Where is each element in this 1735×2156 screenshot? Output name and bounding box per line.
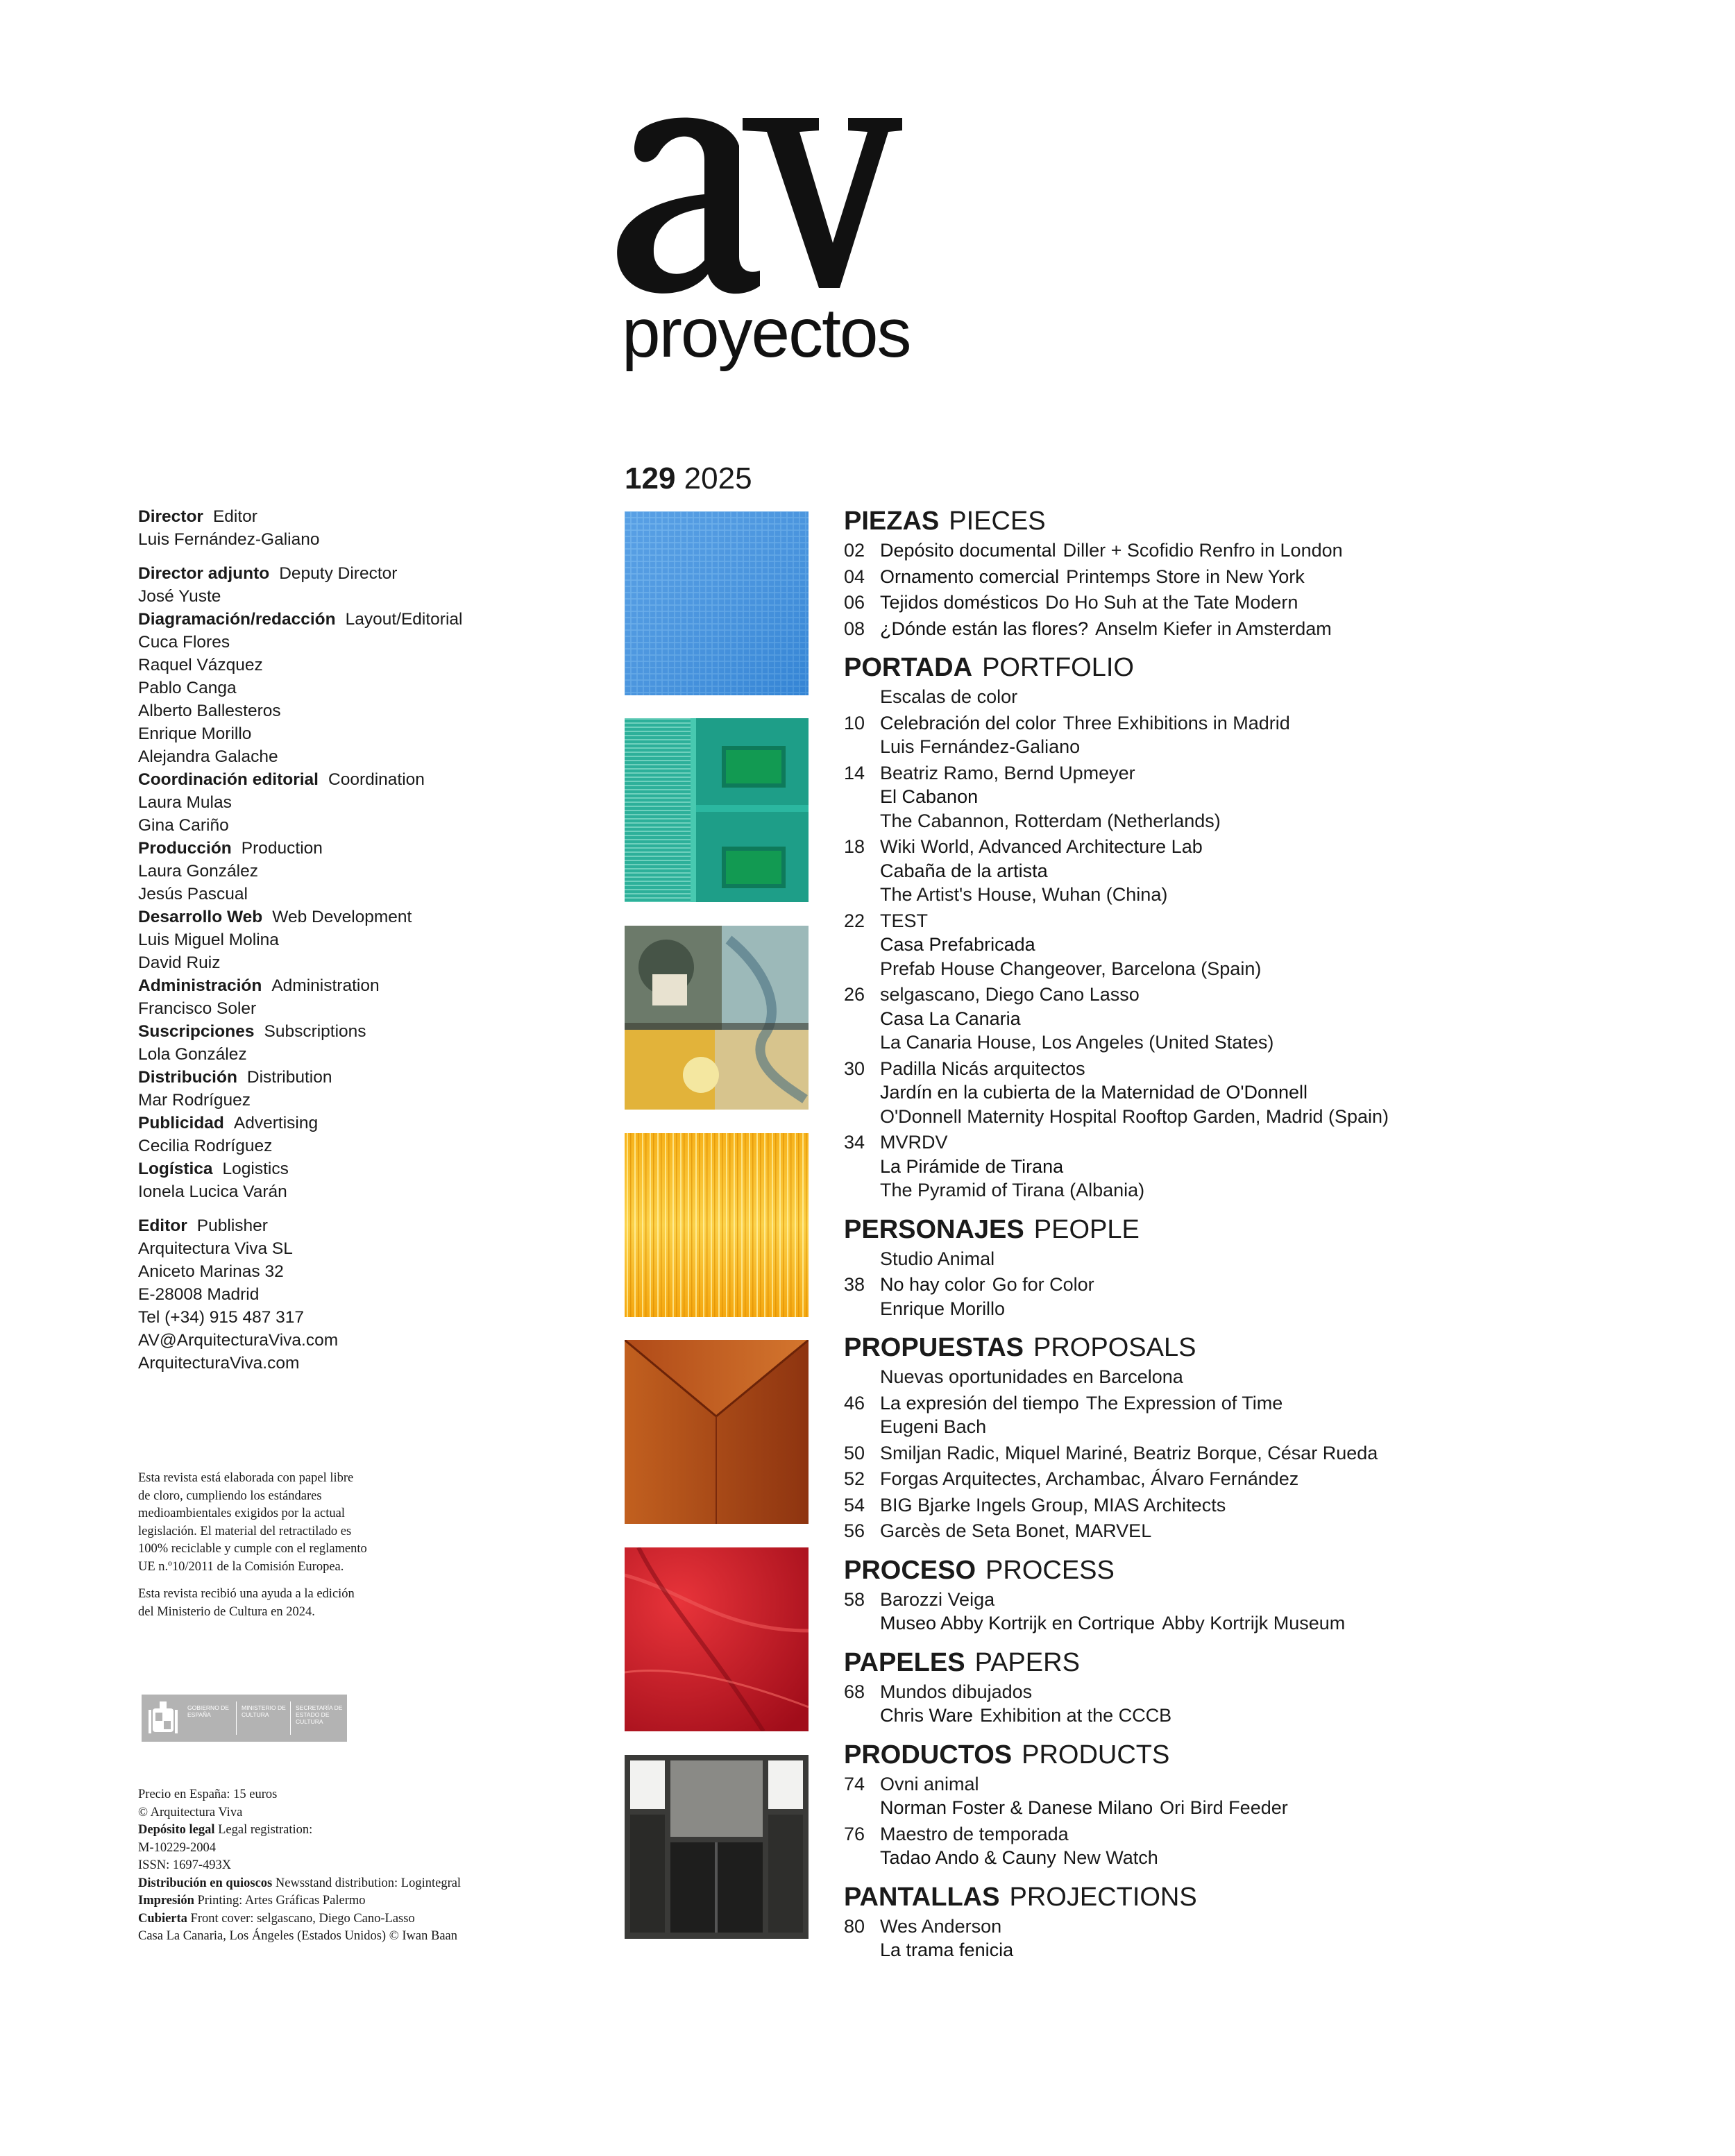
entry-line <box>880 1130 1711 1155</box>
credit-person: AV@ArquitecturaViva.com <box>138 1331 339 1350</box>
entry-line <box>880 1796 1711 1820</box>
entry-subtitle: The Cabannon, Rotterdam (Netherlands) <box>880 810 1221 831</box>
entry-title: Tadao Ando & Cauny <box>880 1847 1056 1868</box>
section-title-es: PERSONAJES <box>844 1214 1024 1244</box>
role-name: Editor <box>138 1216 187 1235</box>
toc-entry <box>844 835 1711 907</box>
credit-role <box>138 974 527 997</box>
entry-subtitle: Padilla Nicás arquitectos <box>880 1058 1085 1079</box>
entry-subtitle: O'Donnell Maternity Hospital Rooftop Garden, Madrid (Spain) <box>880 1105 1389 1127</box>
toc-entry <box>844 1247 1711 1271</box>
credit-role <box>138 1214 527 1237</box>
toc-entry <box>844 1467 1711 1491</box>
colophon-line <box>138 1928 582 1946</box>
role-name: Suscripciones <box>138 1022 255 1041</box>
page-number: 46 <box>844 1392 865 1414</box>
green-facade-photo <box>625 718 809 902</box>
entry-line <box>880 859 1711 883</box>
toc-entry <box>844 1772 1711 1820</box>
entry-line <box>880 1519 1711 1543</box>
toc-entry <box>844 1130 1711 1203</box>
section-title-en: PEOPLE <box>1033 1214 1140 1244</box>
entry-title: Norman Foster & Danese Milano <box>880 1797 1153 1818</box>
credit-person: E-28008 Madrid <box>138 1285 260 1304</box>
page-number: 38 <box>844 1274 865 1295</box>
entry-line <box>880 1297 1711 1321</box>
toc-section-heading <box>844 1212 1711 1247</box>
credit-group <box>138 505 527 551</box>
page-number: 52 <box>844 1468 865 1489</box>
credit-person: Gina Cariño <box>138 816 229 835</box>
credit-person: Luis Fernández-Galiano <box>138 530 320 549</box>
credit-group <box>138 1066 527 1112</box>
section-title-es: PROCESO <box>844 1555 976 1585</box>
toc-entry <box>844 983 1711 1055</box>
entry-line <box>880 538 1711 563</box>
credit-role <box>138 505 527 528</box>
toc-entry <box>844 1057 1711 1129</box>
credit-person: ArquitecturaViva.com <box>138 1354 300 1373</box>
toc-section-heading <box>844 504 1711 538</box>
entry-line <box>880 1155 1711 1179</box>
entry-line <box>880 1441 1711 1466</box>
toc-entry <box>844 1588 1711 1636</box>
toc-entry <box>844 1365 1711 1389</box>
page-number: 74 <box>844 1773 865 1794</box>
credit-person: Enrique Morillo <box>138 724 252 743</box>
role-english: Publisher <box>196 1216 268 1235</box>
section-title-en: PROPOSALS <box>1033 1333 1196 1362</box>
credit-person: Cuca Flores <box>138 633 230 652</box>
entry-subtitle: Anselm Kiefer in Amsterdam <box>1095 618 1332 639</box>
role-english: Layout/Editorial <box>345 610 463 629</box>
page-number: 50 <box>844 1442 865 1463</box>
toc-entry <box>844 591 1711 615</box>
credit-role <box>138 1157 527 1180</box>
entry-subtitle: Luis Fernández-Galiano <box>880 736 1081 757</box>
entry-line <box>880 1391 1711 1416</box>
page-number: 54 <box>844 1494 865 1516</box>
blue-tiles-photo <box>625 511 809 695</box>
page-number: 04 <box>844 566 865 587</box>
entry-title: La trama fenicia <box>880 1939 1014 1960</box>
role-name: Administración <box>138 976 262 995</box>
entry-line <box>880 565 1711 589</box>
secretariat-label: SECRETARÍA DE ESTADO DE CULTURA <box>296 1704 343 1725</box>
toc-entry <box>844 617 1711 641</box>
colophon-text: Printing: Artes Gráficas Palermo <box>197 1894 366 1908</box>
entry-subtitle: selgascano, Diego Cano Lasso <box>880 984 1140 1005</box>
entry-subtitle: Mundos dibujados <box>880 1681 1033 1702</box>
page-number: 14 <box>844 762 865 783</box>
role-english: Logistics <box>222 1160 289 1178</box>
entry-line <box>880 957 1711 981</box>
credit-person: Aniceto Marinas 32 <box>138 1262 284 1281</box>
credit-person: Lola González <box>138 1045 247 1064</box>
credit-group <box>138 1214 527 1375</box>
colophon-line <box>138 1822 582 1840</box>
role-name: Desarrollo Web <box>138 908 263 926</box>
credit-role <box>138 837 527 860</box>
entry-line <box>880 1588 1711 1612</box>
credit-person: Luis Miguel Molina <box>138 931 279 949</box>
entry-subtitle: Ovni animal <box>880 1773 979 1794</box>
credit-role <box>138 1020 527 1043</box>
entry-subtitle: Abby Kortrijk Museum <box>1162 1613 1346 1633</box>
section-title-es: PAPELES <box>844 1647 965 1677</box>
credit-person: Ionela Lucica Varán <box>138 1182 287 1201</box>
entry-line <box>880 591 1711 615</box>
credit-person: Mar Rodríguez <box>138 1091 251 1110</box>
toc-entry <box>844 761 1711 833</box>
toc-section-heading <box>844 1738 1711 1772</box>
entry-subtitle: TEST <box>880 910 929 931</box>
page-number: 22 <box>844 910 865 931</box>
eco-note <box>138 1470 367 1631</box>
table-of-contents <box>844 504 1711 1962</box>
role-name: Director <box>138 507 203 526</box>
role-english: Distribution <box>246 1068 332 1087</box>
colophon-label: Distribución en quioscos <box>138 1876 273 1890</box>
toc-entry <box>844 1822 1711 1870</box>
credit-group <box>138 562 527 608</box>
entry-line <box>880 1611 1711 1636</box>
entry-line <box>880 933 1711 957</box>
colophon-line <box>138 1892 582 1910</box>
section-title-en: PROCESS <box>985 1555 1115 1585</box>
entry-line <box>880 909 1711 933</box>
painted-collage-photo <box>625 926 809 1110</box>
credit-group <box>138 1020 527 1066</box>
colophon-line <box>138 1910 582 1928</box>
role-english: Subscriptions <box>264 1022 366 1041</box>
section-title-en: PROJECTIONS <box>1009 1882 1197 1912</box>
page-number: 10 <box>844 712 865 733</box>
ministry-label: MINISTERIO DE CULTURA <box>242 1704 286 1718</box>
credit-person: Pablo Canga <box>138 679 237 697</box>
credit-group <box>138 608 527 768</box>
role-english: Editor <box>212 507 257 526</box>
entry-line <box>880 809 1711 833</box>
entry-line <box>880 1467 1711 1491</box>
entry-line <box>880 1105 1711 1129</box>
section-title-en: PAPERS <box>974 1647 1080 1677</box>
entry-subtitle: Smiljan Radic, Miquel Mariné, Beatriz Borque, César Rueda <box>880 1442 1378 1463</box>
credit-person: Tel (+34) 915 487 317 <box>138 1308 305 1327</box>
page-number: 18 <box>844 836 865 857</box>
toc-entry <box>844 1273 1711 1321</box>
entry-title: El Cabanon <box>880 786 979 807</box>
colophon-line <box>138 1786 582 1804</box>
entry-line <box>880 1493 1711 1518</box>
role-name: Director adjunto <box>138 564 270 583</box>
entry-subtitle: Exhibition at the CCCB <box>980 1705 1172 1726</box>
role-english: Deputy Director <box>279 564 398 583</box>
credit-role <box>138 562 527 585</box>
entry-line <box>880 711 1711 736</box>
entry-line <box>880 1704 1711 1728</box>
page-number: 06 <box>844 592 865 613</box>
credit-person: Alberto Ballesteros <box>138 702 281 720</box>
toc-entry <box>844 538 1711 563</box>
page-number: 76 <box>844 1823 865 1844</box>
toc-entry <box>844 1441 1711 1466</box>
toc-section-heading <box>844 1553 1711 1588</box>
entry-subtitle: Three Exhibitions in Madrid <box>1063 712 1290 733</box>
section-title-en: PRODUCTS <box>1022 1740 1170 1769</box>
credits-block <box>138 505 527 1375</box>
toc-section-heading <box>844 1330 1711 1365</box>
colophon-text: Newsstand distribution: Logintegral <box>275 1876 462 1890</box>
role-name: Logística <box>138 1160 213 1178</box>
colophon-line <box>138 1840 582 1858</box>
role-name: Diagramación/redacción <box>138 610 336 629</box>
issue-number: 129 2025 <box>625 461 752 495</box>
entry-title: Jardín en la cubierta de la Maternidad de O'Donnell <box>880 1082 1308 1103</box>
entry-subtitle: Do Ho Suh at the Tate Modern <box>1045 592 1298 613</box>
toc-entry <box>844 711 1711 759</box>
toc-section-heading <box>844 650 1711 685</box>
role-name: Distribución <box>138 1068 237 1087</box>
entry-subtitle: Eugeni Bach <box>880 1416 987 1437</box>
toc-entry <box>844 1680 1711 1728</box>
entry-line <box>880 1938 1711 1962</box>
yellow-lines-photo <box>625 1133 809 1317</box>
section-title-en: PIECES <box>949 507 1046 536</box>
credit-group <box>138 1157 527 1203</box>
entry-subtitle: Enrique Morillo <box>880 1298 1006 1319</box>
entry-line <box>880 785 1711 809</box>
colophon-line <box>138 1804 582 1822</box>
entry-title: Depósito documental <box>880 540 1056 561</box>
entry-title: Cabaña de la artista <box>880 860 1048 881</box>
section-title-es: PANTALLAS <box>844 1882 1000 1912</box>
role-english: Web Development <box>272 908 412 926</box>
credit-role <box>138 1066 527 1089</box>
role-english: Advertising <box>233 1114 319 1132</box>
entry-line <box>880 1247 1711 1271</box>
page-number: 34 <box>844 1132 865 1153</box>
entry-line <box>880 1273 1711 1297</box>
role-name: Producción <box>138 839 232 858</box>
role-english: Production <box>241 839 323 858</box>
entry-subtitle: Garcès de Seta Bonet, MARVEL <box>880 1520 1152 1541</box>
section-title-es: PIEZAS <box>844 507 940 536</box>
credit-group <box>138 1112 527 1157</box>
entry-subtitle: Diller + Scofidio Renfro in London <box>1063 540 1343 561</box>
toc-entry <box>844 1391 1711 1439</box>
entry-subtitle: La Canaria House, Los Angeles (United States) <box>880 1032 1274 1053</box>
entry-line <box>880 1822 1711 1847</box>
role-name: Publicidad <box>138 1114 224 1132</box>
colophon-label: Cubierta <box>138 1911 187 1926</box>
entry-line <box>880 1772 1711 1797</box>
credit-person: Laura Mulas <box>138 793 232 812</box>
credit-group <box>138 768 527 837</box>
eco-paragraph: Esta revista recibió una ayuda a la edición del Ministerio de Cultura en 2024. <box>138 1587 355 1619</box>
section-title-es: PRODUCTOS <box>844 1740 1013 1769</box>
toc-entry <box>844 1915 1711 1962</box>
entry-subtitle: Wes Anderson <box>880 1915 1002 1937</box>
credit-group <box>138 974 527 1020</box>
credit-person: Laura González <box>138 862 258 881</box>
credit-role <box>138 906 527 928</box>
toc-entry <box>844 685 1711 709</box>
colophon-line <box>138 1857 582 1875</box>
colophon-line <box>138 1875 582 1893</box>
section-title-es: PORTADA <box>844 653 973 682</box>
credit-group <box>138 837 527 906</box>
government-logo <box>142 1695 347 1742</box>
credit-person: José Yuste <box>138 587 221 606</box>
role-english: Administration <box>271 976 380 995</box>
colophon-text: Front cover: selgascano, Diego Cano-Lasso <box>190 1911 415 1926</box>
entry-line <box>880 1178 1711 1203</box>
entry-line <box>880 761 1711 786</box>
entry-title: Casa Prefabricada <box>880 934 1035 955</box>
entry-title: La expresión del tiempo <box>880 1392 1079 1414</box>
role-name: Coordinación editorial <box>138 770 319 789</box>
entry-line <box>880 735 1711 759</box>
entry-subtitle: Ori Bird Feeder <box>1160 1797 1288 1818</box>
colophon-label: Impresión <box>138 1894 194 1908</box>
entry-subtitle: MVRDV <box>880 1132 948 1153</box>
credit-person: Alejandra Galache <box>138 747 278 766</box>
entry-subtitle: Forgas Arquitectes, Archambac, Álvaro Fernández <box>880 1468 1299 1489</box>
entry-subtitle: Prefab House Changeover, Barcelona (Spain) <box>880 958 1262 979</box>
page-number: 08 <box>844 618 865 639</box>
entry-title: La Pirámide de Tirana <box>880 1155 1064 1177</box>
coat-of-arms-icon <box>147 1699 179 1738</box>
entry-line <box>880 883 1711 907</box>
credit-person: Raquel Vázquez <box>138 656 263 674</box>
entry-title: Celebración del color <box>880 712 1056 733</box>
toc-entry <box>844 1493 1711 1518</box>
colophon-text: M-10229-2004 <box>138 1840 217 1855</box>
credit-person: Francisco Soler <box>138 999 257 1018</box>
entry-title: Casa La Canaria <box>880 1008 1021 1029</box>
credit-person: Cecilia Rodríguez <box>138 1137 273 1155</box>
entry-line <box>880 617 1711 641</box>
colophon-label: Depósito legal <box>138 1823 215 1837</box>
entry-subtitle: Escalas de color <box>880 686 1018 707</box>
entry-line <box>880 1057 1711 1081</box>
credit-person: David Ruiz <box>138 953 221 972</box>
toc-section-heading <box>844 1880 1711 1915</box>
entry-line <box>880 983 1711 1007</box>
entry-subtitle: Printemps Store in New York <box>1066 566 1305 587</box>
entry-line <box>880 1080 1711 1105</box>
toc-entry <box>844 565 1711 589</box>
entry-line <box>880 1007 1711 1031</box>
entry-line <box>880 1415 1711 1439</box>
page-number: 26 <box>844 984 865 1005</box>
toc-section-heading <box>844 1645 1711 1680</box>
section-title-es: PROPUESTAS <box>844 1333 1024 1362</box>
toc-entry <box>844 1519 1711 1543</box>
credit-role <box>138 608 527 631</box>
gov-label: GOBIERNO DE ESPAÑA <box>187 1704 229 1718</box>
entry-subtitle: The Pyramid of Tirana (Albania) <box>880 1180 1145 1200</box>
dark-wall-photo <box>625 1755 809 1939</box>
entry-subtitle: Beatriz Ramo, Bernd Upmeyer <box>880 762 1135 783</box>
entry-subtitle: Wiki World, Advanced Architecture Lab <box>880 836 1203 857</box>
eco-paragraph: Esta revista está elaborada con papel libre de cloro, cumpliendo los estándares medioambientales exigidos por la actual legislación. El material del retractilado es 100% reciclable y cumple con el reglamento UE n.º10/2011 de la Comisión Europea. <box>138 1471 367 1574</box>
entry-line <box>880 1030 1711 1055</box>
brand-name: proyectos <box>622 294 911 372</box>
entry-subtitle: Maestro de temporada <box>880 1823 1069 1844</box>
entry-subtitle: New Watch <box>1063 1847 1158 1868</box>
credit-person: Arquitectura Viva SL <box>138 1239 293 1258</box>
entry-subtitle: BIG Bjarke Ingels Group, MIAS Architects <box>880 1494 1226 1516</box>
page-number: 56 <box>844 1520 865 1541</box>
colophon-text: © Arquitectura Viva <box>138 1805 243 1819</box>
entry-line <box>880 835 1711 859</box>
colophon-text: Precio en España: 15 euros <box>138 1788 278 1801</box>
entry-subtitle: Barozzi Veiga <box>880 1588 995 1610</box>
entry-line <box>880 1915 1711 1939</box>
entry-title: Ornamento comercial <box>880 566 1060 587</box>
colophon <box>138 1786 582 1946</box>
colophon-text: Legal registration: <box>218 1823 313 1837</box>
toc-entry <box>844 909 1711 981</box>
red-texture-photo <box>625 1547 809 1731</box>
entry-subtitle: The Expression of Time <box>1085 1392 1283 1414</box>
page-number: 58 <box>844 1588 865 1610</box>
entry-subtitle: Nuevas oportunidades en Barcelona <box>880 1366 1183 1387</box>
colophon-text: Casa La Canaria, Los Ángeles (Estados Unidos) © Iwan Baan <box>138 1929 457 1943</box>
entry-title: ¿Dónde están las flores? <box>880 618 1089 639</box>
entry-line <box>880 685 1711 709</box>
entry-title: Chris Ware <box>880 1705 974 1726</box>
entry-line <box>880 1846 1711 1870</box>
entry-subtitle: The Artist's House, Wuhan (China) <box>880 884 1168 905</box>
av-logo <box>611 104 902 305</box>
page-number: 68 <box>844 1681 865 1702</box>
page-number: 30 <box>844 1058 865 1079</box>
entry-line <box>880 1680 1711 1704</box>
page-number: 02 <box>844 540 865 561</box>
entry-subtitle: Go for Color <box>992 1274 1094 1295</box>
entry-line <box>880 1365 1711 1389</box>
credit-role <box>138 1112 527 1135</box>
role-english: Coordination <box>328 770 425 789</box>
colophon-text: ISSN: 1697-493X <box>138 1858 232 1872</box>
entry-title: Tejidos domésticos <box>880 592 1039 613</box>
page-number: 80 <box>844 1915 865 1937</box>
entry-subtitle: Studio Animal <box>880 1248 995 1269</box>
credit-group <box>138 906 527 974</box>
section-title-en: PORTFOLIO <box>982 653 1134 682</box>
entry-title: No hay color <box>880 1274 985 1295</box>
credit-role <box>138 768 527 791</box>
credit-person: Jesús Pascual <box>138 885 248 903</box>
wood-corner-photo <box>625 1340 809 1524</box>
entry-title: Museo Abby Kortrijk en Cortrique <box>880 1613 1156 1633</box>
